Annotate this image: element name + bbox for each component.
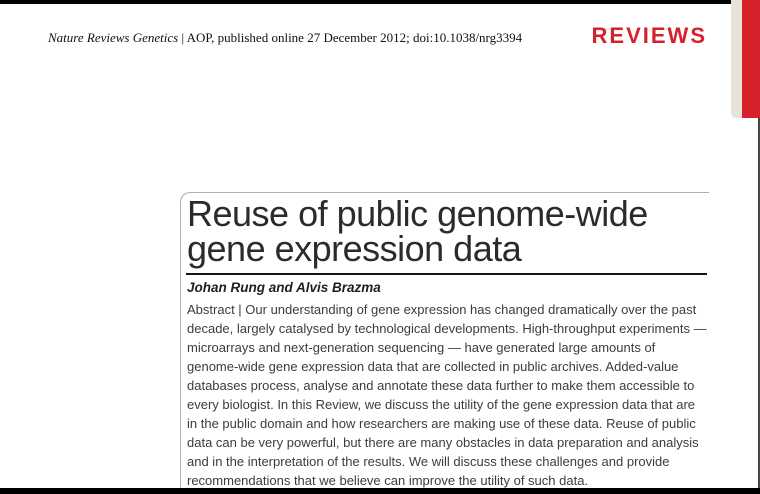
abstract-line: data can be very powerful, but there are many obstacles in data preparation and analysis <box>187 435 699 450</box>
header-meta: | AOP, published online 27 December 2012; doi:10.1038/nrg3394 <box>178 30 523 45</box>
article-title <box>187 193 648 269</box>
abstract-line: databases process, analyse and annotate these data further to make them accessible to <box>187 378 695 393</box>
author-byline: Johan Rung and Alvis Brazma <box>187 280 381 295</box>
abstract-line: Abstract | Our understanding of gene expression has changed dramatically over the past <box>187 302 697 317</box>
abstract <box>187 300 707 490</box>
red-banner-tab <box>742 0 760 118</box>
bottom-letterbox-bar <box>0 488 760 494</box>
beige-banner-tab <box>731 0 742 118</box>
abstract-line: genome-wide gene expression data that are collected in public archives. Added-value <box>187 359 679 374</box>
abstract-line: in the public domain and how researchers are making use of these data. Reuse of public <box>187 416 696 431</box>
abstract-line: and in the interpretation of the results. We will discuss these challenges and provide <box>187 454 670 469</box>
top-letterbox-bar <box>0 0 731 4</box>
section-label-reviews: REVIEWS <box>591 23 707 48</box>
abstract-line: recommendations that we believe can improve the utility of such data. <box>187 473 589 488</box>
title-rule <box>186 273 707 275</box>
journal-name: Nature Reviews Genetics <box>48 30 179 45</box>
abstract-line: decade, largely catalysed by technological developments. High-throughput experiments — <box>187 321 707 336</box>
abstract-line: microarrays and next-generation sequencing — have generated large amounts of <box>187 340 656 355</box>
title-line-2: gene expression data <box>187 228 522 269</box>
running-head <box>48 30 522 46</box>
title-line-1: Reuse of public genome-wide <box>187 193 648 234</box>
abstract-line: every biologist. In this Review, we discuss the utility of the gene expression data that are <box>187 397 695 412</box>
